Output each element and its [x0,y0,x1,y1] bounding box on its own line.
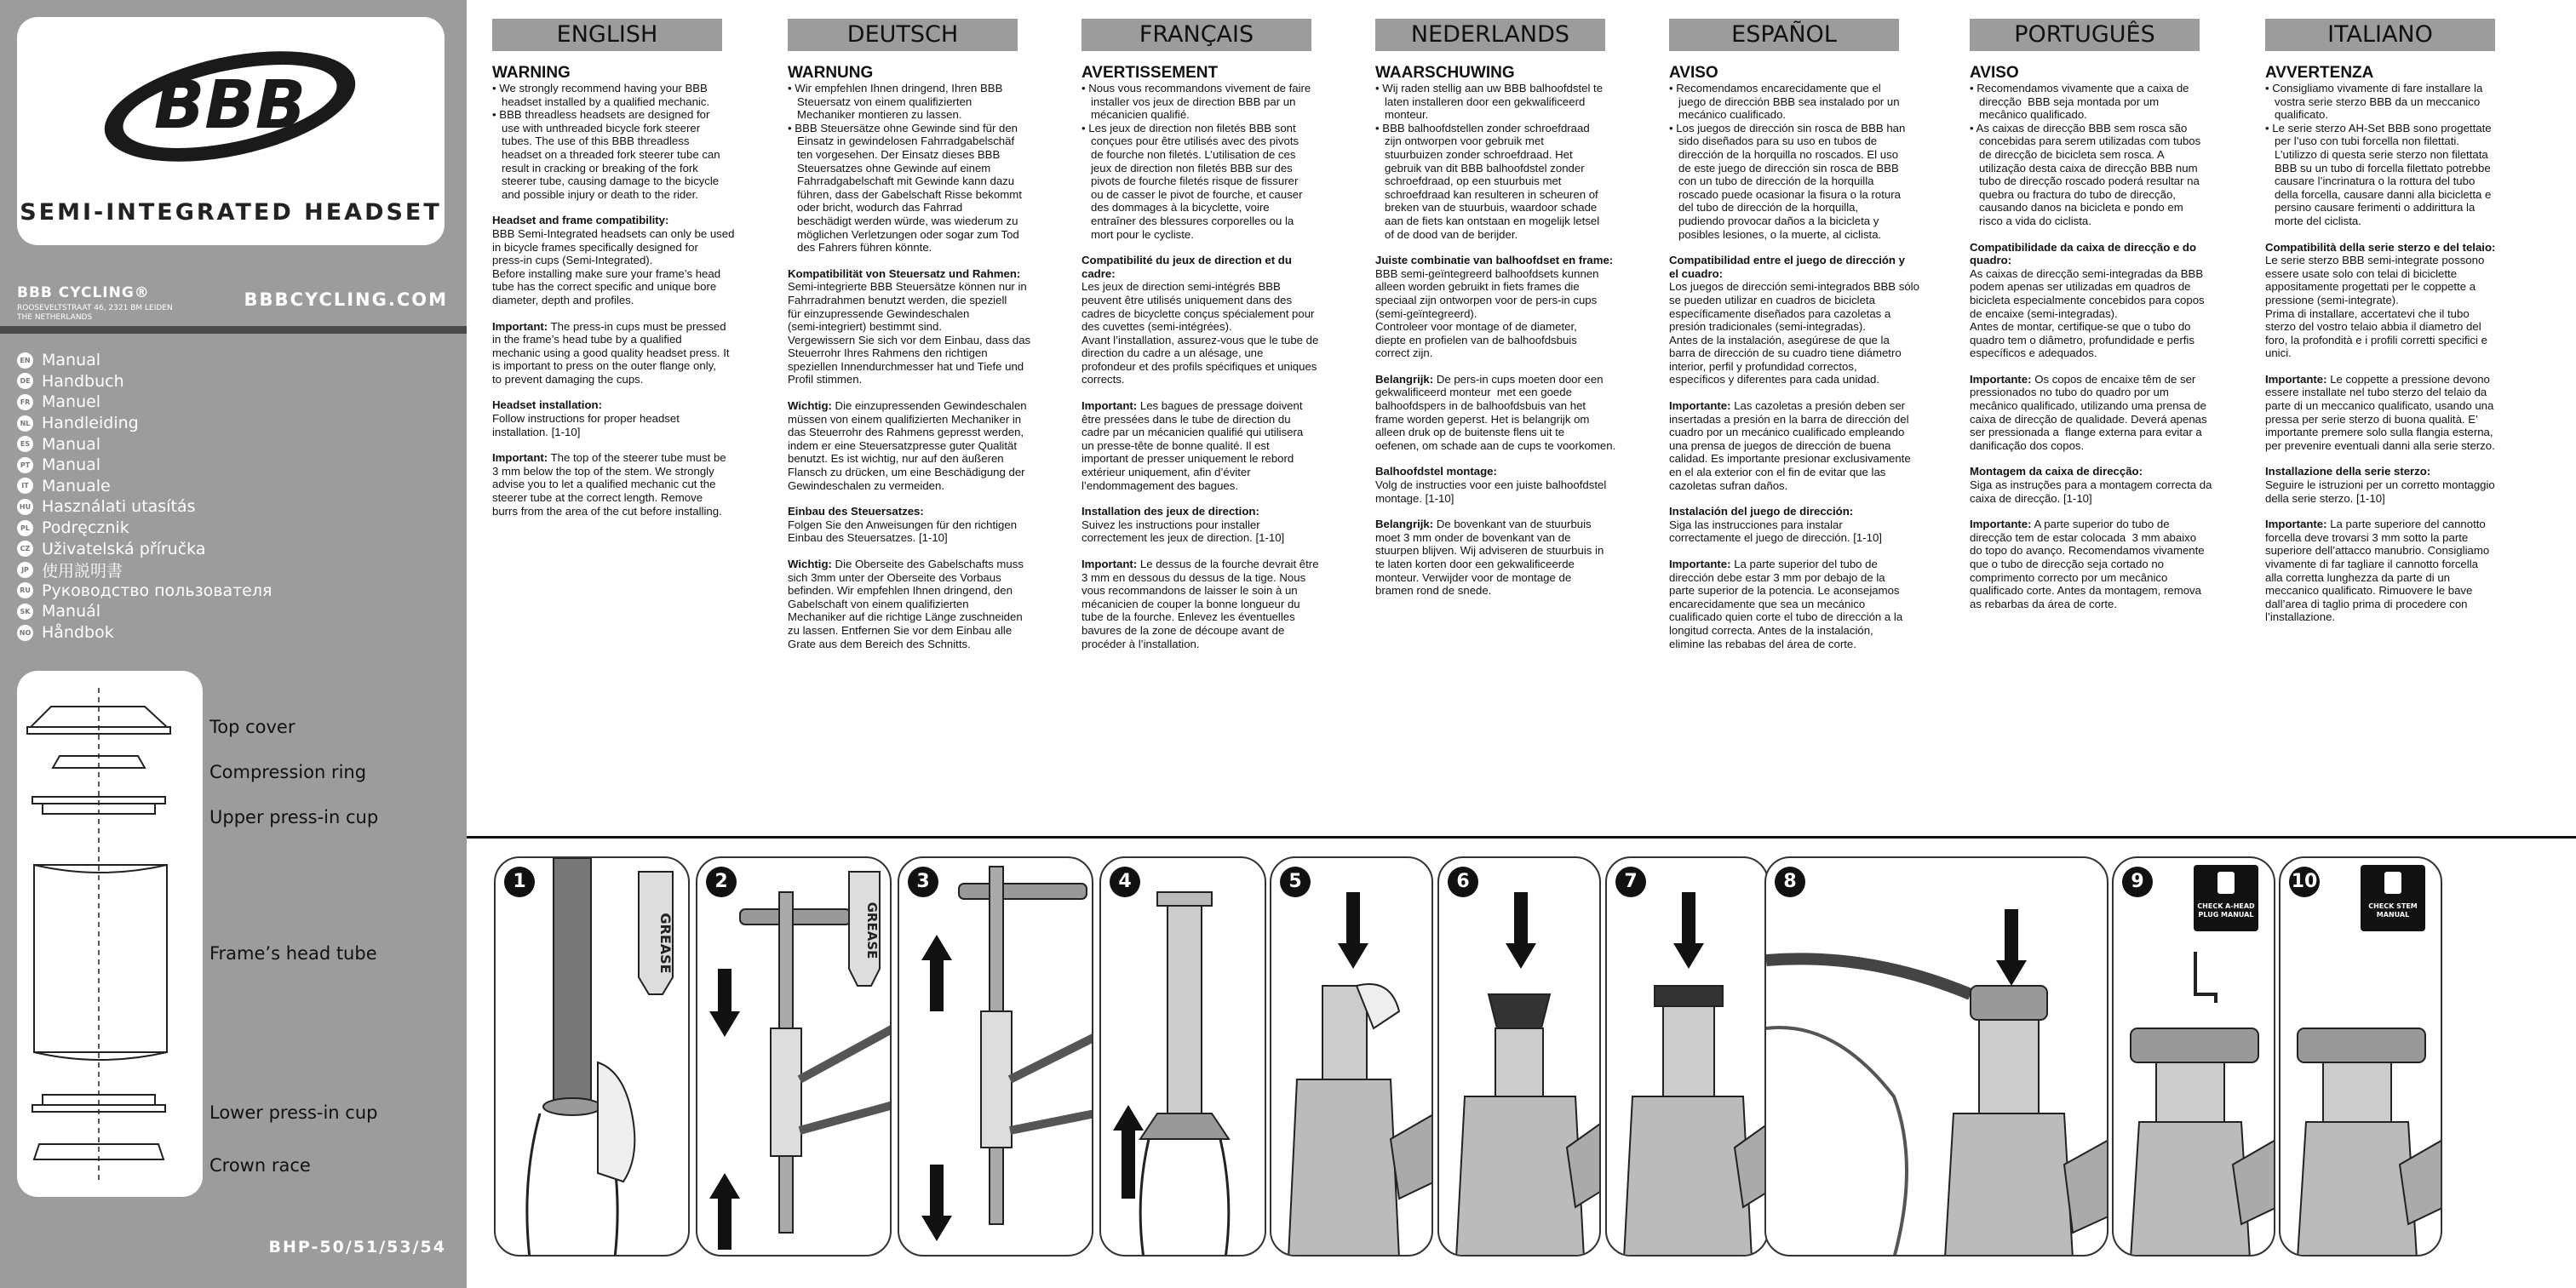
section-text: Follow instructions for proper headset installation. [1-10] [492,412,680,438]
language-item-nl [17,413,272,434]
headset-parts-diagram [17,671,203,1197]
language-code-badge: SK [17,604,33,620]
language-code-badge: EN [17,352,33,369]
section [1081,505,1363,545]
section-text: Die einzupressenden Gewindeschalen müssen von einem qualifizierten Mechaniker in das Steuerrohr des Rahmens gepresst werden, indem er eine Steuersatzpresse guter Qualität benutzt. Es ist wichtig, nur auf den äußeren Flansch zu drücken, um eine Beschädigung der Gewindeschalen zu vermeiden. [788,399,1027,492]
section-lead: Importante: [1669,558,1731,570]
language-item-cz [17,538,272,559]
section [2265,241,2546,360]
warning-text: • Wij raden stellig aan uw BBB balhoofdstel te laten installeren door een gekwalificeerd monteur. • BBB balhoofdstellen zonder schroefdraad zijn ontworpen voor gebruik met stuurbuizen zonder schroefdraad. Het gebruik van dit BBB balhoofdstel zonder schroefdraad, op een stuurbuis met schroefdraad kan resulteren in scheuren of breken van de stuurbuis, waardoor schade aan de fiets kan ontstaan en mogelijk letsel of de dood van de berijder. [1375,82,1604,241]
section [1970,241,2251,360]
language-label: Manuale [42,476,111,495]
section [1081,399,1363,492]
section [788,505,1069,545]
column-header: ENGLISH [492,19,722,51]
language-item-pt [17,455,272,476]
model-number: BHP-50/51/53/54 [268,1238,446,1257]
column-header: ITALIANO [2265,19,2495,51]
bbb-logo [94,43,366,170]
warning-title: WARNING [492,64,571,82]
brand-panel [17,17,445,245]
section-lead: Important: [1081,558,1138,570]
column-body [1375,65,1656,598]
section-text: The top of the steerer tube must be 3 mm below the top of the stem. We strongly advise you to let a qualified mechanic cut the steerer tube at the correct length. Remove burrs from the area of the cut before installing. [492,451,726,518]
product-title: SEMI-INTEGRATED HEADSET [20,199,442,226]
language-label: Handleiding [42,414,139,433]
company-address: ROOSEVELTSTRAAT 46, 2321 BM LEIDEN THE NETHERLANDS [17,304,173,322]
section-rule [467,836,2576,839]
section-text: As caixas de direcção semi-integradas da BBB podem apenas ser utilizadas em quadros de bicicleta especialmente concebidos para copos de encaixe (semi-integradas). Antes de montar, certifique-se que o tubo do quadro tem o diâmetro, profundidade e perfis específicos e adequados. [1970,266,2205,360]
section-text: Siga as instruções para a montagem correcta da caixa de direcção. [1-10] [1970,478,2212,505]
section-title: Balhoofdstel montage: [1375,465,1497,478]
language-item-sk [17,601,272,622]
section-title: Installazione della serie sterzo: [2265,465,2431,478]
language-label: Руководство пользователя [42,581,273,600]
warning-title: AVISO [1669,64,1718,82]
language-code-badge: ES [17,436,33,452]
language-item-jp [17,559,272,581]
manual-icon: CHECK STEM MANUAL [2361,865,2425,931]
section-title: Kompatibilität von Steuersatz und Rahmen: [788,266,1021,280]
language-label: Manual [42,455,101,475]
section-text: A parte superior do tubo de direcção tem de estar colocada 3 mm abaixo do topo do avanço. Recomendamos vivamente que o tubo de direcção seja cortado no comprimento correcto por um mecânico qualificado corte. Antes da montagem, remova as rebarbas da área de corte. [1970,518,2205,610]
step-number: 6 [1448,867,1478,897]
column-body [2265,65,2546,624]
sidebar [0,0,467,1288]
language-code-badge: IT [17,478,33,494]
section-title: Instalación del juego de dirección: [1669,505,1854,518]
section-text: La parte superior del tubo de dirección debe estar 3 mm por debajo de la parte superior de la potencia. Le aconsejamos encarecidamente que sea un mecánico cualificado quien corte el tubo de dirección a la longitud correcta. Antes de la instalación, elimine las rebabas del área de corte. [1669,558,1903,650]
language-column-english [492,19,773,530]
column-body [1081,65,1363,650]
step-number: 2 [706,867,737,897]
step-number: 8 [1775,867,1805,897]
section-text: Semi-integrierte BBB Steuersätze können nur in Fahrradrahmen benutzt werden, die speziell für einzupressende Gewindeschalen (semi-integriert) bestimmt sind. Vergewissern Sie sich vor dem Einbau, dass das Steuerrohr Ihres Rahmens den richtigen speziellen Innendurchmesser hat und Tiefe und Profil stimmen. [788,280,1031,386]
section [2265,465,2546,505]
step-number: 9 [2122,867,2153,897]
section-title: Compatibilità della serie sterzo e del telaio: [2265,240,2496,254]
warning-title: AVVERTENZA [2265,64,2374,82]
section-text: Las cazoletas a presión deben ser insertadas a presión en la barra de dirección del cuadro por un mecánico cualificado empleando una prensa de juegos de dirección de buena calidad. Es importante presionar exclusivamente en el ala exterior con el fin de evitar que las cazoletas sufran daños. [1669,399,1911,492]
step-4-illustration [1101,858,1266,1257]
section-lead: Wichtig: [788,399,832,413]
language-item-no [17,622,272,644]
step-1 [494,856,690,1257]
language-column-deutsch [788,19,1069,663]
grease-label: GREASE [864,902,880,959]
part-label-compression-ring: Compression ring [209,762,367,782]
language-label: Podręcznik [42,518,129,538]
language-label: Manuel [42,392,101,412]
section-text: Seguire le istruzioni per un corretto montaggio della serie sterzo. [1-10] [2265,478,2495,505]
section-lead: Importante: [1970,372,2032,386]
section [1081,254,1363,386]
language-code-badge: NL [17,415,33,432]
section-lead: Importante: [1669,399,1731,413]
warning-text: • Wir empfehlen Ihnen dringend, Ihren BBB Steuersatz von einem qualifizierten Mechaniker montieren zu lassen. • BBB Steuersätze ohne Gewinde sind für den Einsatz in gewindelosen Fahrradgabelschäf ten vorgesehen. Der Einsatz dieses BBB Steuersatzes ohne Gewinde auf einem Fahrradgabelschaft mit Gewinde kann dazu führen, dass der Gabelschaft Risse bekommt oder bricht, wodurch das Fahrrad beschädigt werden würde, was wiederum zu möglichen Verletzungen oder sogar zum Tod des Fahrers führen könnte. [788,82,1022,255]
language-label: 使用説明書 [42,561,123,581]
step-7-illustration [1607,858,1769,1257]
warning-text: • Recomendamos vivamente que a caixa de direcção BBB seja montada por um mecânico qualificado. • As caixas de direcção BBB sem rosca são concebidas para serem utilizadas com tubos de direcção de bicicleta sem rosca. A utilização desta caixa de direcção BBB num tubo de direcção roscado poderá resultar na quebra ou fractura do tubo de direcção, causando danos na bicicleta e pondo em risco a vida do ciclista. [1970,82,2201,227]
language-column-nederlands [1375,19,1656,610]
step-7 [1605,856,1769,1257]
warning-text: • We strongly recommend having your BBB headset installed by a qualified mechanic. • BBB threadless headsets are designed for use with unthreaded bicycle fork steerer tubes. The use of this BBB threadless headset on a threaded fork steerer tube can result in cracking or breaking of the fork steerer tube, causing damage to the bicycle and possible injury or death to the rider. [492,82,720,201]
section-lead: Importante: [1970,518,2032,531]
section-text: La parte superiore del cannotto forcella deve trovarsi 3 mm sotto la parte superiore dell’attacco manubrio. Consigliamo vivamente di far tagliare il cannotto forcella alla corretta lunghezza da parte di un meccanico qualificato. Rimuovere le bave dall’area di taglio prima di procedere con l’installazione. [2265,518,2490,624]
warning-title: WAARSCHUWING [1375,64,1515,82]
language-item-en [17,350,272,371]
section-title: Installation des jeux de direction: [1081,505,1259,518]
language-item-hu [17,496,272,518]
step-number: 3 [908,867,938,897]
section [1669,254,1950,386]
language-code-badge: PL [17,520,33,536]
language-code-badge: CZ [17,541,33,557]
section-title: Compatibilidad entre el juego de dirección y el cuadro: [1669,254,1905,280]
language-code-badge: RU [17,582,33,598]
column-header: FRANÇAIS [1081,19,1311,51]
section [492,398,773,438]
section-lead: Important: [492,319,548,333]
step-number: 7 [1615,867,1646,897]
section-text: The press-in cups must be pressed in the frame’s head tube by a qualified mechanic using a good quality headset press. It is important to press on the outer flange only, to prevent damaging the cups. [492,319,730,386]
section-lead: Importante: [2265,372,2327,386]
step-3 [898,856,1093,1257]
section-text: Le coppette a pressione devono essere installate nel tubo sterzo del telaio da parte di un meccanico qualificato, usando una pressa per serie sterzo di buona qualità. E’ importante premere solo sulla flangia esterna, per prevenire eventuali danni alla serie sterzo. [2265,372,2495,452]
language-item-de [17,371,272,392]
language-column-français [1081,19,1363,663]
language-item-ru [17,581,272,602]
section [492,320,773,386]
section-lead: Importante: [2265,518,2327,531]
language-label: Uživatelská příručka [42,539,206,558]
section [1970,518,2251,610]
sidebar-divider [0,326,467,334]
section-lead: Important: [1081,399,1138,413]
language-item-pl [17,518,272,539]
column-header: PORTUGUÊS [1970,19,2200,51]
section-title: Compatibilité du jeux de direction et du cadre: [1081,254,1292,280]
section [788,267,1069,386]
section-text: Le serie sterzo BBB semi-integrate possono essere usate solo con telai di biciclette appositamente progettati per le coppette a pressione (semi-integrate). Prima di installare, accertatevi che il tubo sterzo del vostro telaio abbia il diametro del foro, la profondità e i profili corretti specifici e unici. [2265,254,2487,360]
warning-title: AVERTISSEMENT [1081,64,1219,82]
language-code-badge: DE [17,373,33,389]
language-label: Handbuch [42,371,124,391]
language-label: Manuál [42,602,101,621]
section-text: Volg de instructies voor een juiste balhoofdstel montage. [1-10] [1375,478,1607,505]
section [1375,373,1656,453]
step-6-illustration [1439,858,1601,1257]
language-column-italiano [2265,19,2546,637]
section-title: Juiste combinatie van balhoofdset en frame: [1375,254,1614,267]
section [788,558,1069,650]
section-text: Os copos de encaixe têm de ser pressionados no tubo do quadro por um mecânico qualificado, utilizando uma prensa de caixa de direcção de qualidade. Deverá apenas ser pressionada a flange externa para evitar a danificação dos copos. [1970,372,2207,452]
section [1970,373,2251,453]
step-number: 4 [1110,867,1140,897]
step-10 [2279,856,2442,1257]
part-label-top-cover: Top cover [209,717,295,737]
section [1375,465,1656,505]
section [1081,558,1363,650]
step-number: 1 [504,867,535,897]
section-text: Folgen Sie den Anweisungen für den richtigen Einbau des Steuersatzes. [1-10] [788,518,1018,545]
warning-text: • Nous vous recommandons vivement de faire installer vos jeux de direction BBB par un mécanicien qualifié. • Les jeux de direction non filetés BBB sont conçues pour être utilisés avec des pivots de fourche non filetés. L’utilisation de ces jeux de direction non filetés BBB sur des pivots de fourche filetés risque de fissurer ou de casser le pivot de fourche, et causer des dommages à la bicyclette, voire entraîner des blessures corporelles ou la mort pour le cycliste. [1081,82,1311,241]
language-code-badge: JP [17,562,33,578]
section [1375,254,1656,360]
language-code-badge: NO [17,625,33,641]
warning-title: WARNUNG [788,64,874,82]
company-name: BBB CYCLING® [17,284,150,301]
part-label-lower-cup: Lower press-in cup [209,1102,378,1123]
section [1375,518,1656,598]
section-text: BBB semi-geïntegreerd balhoofdsets kunnen alleen worden gebruikt in fiets frames die speciaal zijn ontworpen voor de pers-in cups (semi-geïntegreerd). Controleer voor montage of de diameter, diepte en profielen van de balhoofdsbuis correct zijn. [1375,266,1599,360]
section [1970,465,2251,505]
language-list [17,350,272,643]
column-body [492,65,773,518]
warning-text: • Consigliamo vivamente di fare installare la vostra serie sterzo BBB da un meccanico qualificato. • Le serie sterzo AH-Set BBB sono progettate per l’uso con tubi forcella non filettati. L’utilizzo di questa serie sterzo non filettata BBB su un tubo di forcella filettato potrebbe causare l’incrinatura o la rottura del tubo della forcella, causare danni alla bicicletta e persino causare ferimenti o addirittura la morte del ciclista. [2265,82,2492,227]
section [2265,518,2546,624]
column-header: NEDERLANDS [1375,19,1605,51]
step-2 [696,856,892,1257]
section-lead: Belangrijk: [1375,372,1434,386]
column-body [1970,65,2251,610]
section-text: Die Oberseite des Gabelschafts muss sich 3mm unter der Oberseite des Vorbaus befinden. Wir empfehlen Ihnen dringend, den Gabelschaft von einem qualifizierten Mechaniker auf die richtige Länge zuschneiden zu lassen. Entfernen Sie vor dem Einbau alle Grate aus dem Bereich des Schnitts. [788,558,1024,650]
section [1669,558,1950,650]
section-text: Les jeux de direction semi-intégrés BBB peuvent être utilisés uniquement dans des cadres de bicyclette conçus spécialement pour des cuvettes (semi-intégrées). Avant l’installation, assurez-vous que le tube de direction du cadre a un alésage, une profondeur et des profils spécifiques et uniques corrects. [1081,280,1319,386]
language-column-español [1669,19,1950,663]
language-label: Manual [42,434,101,454]
part-label-head-tube: Frame’s head tube [209,943,377,964]
language-code-badge: HU [17,499,33,515]
language-code-badge: FR [17,394,33,410]
step-8 [1764,856,2108,1257]
language-label: Használati utasítás [42,497,196,517]
section-title: Einbau des Steuersatzes: [788,505,924,518]
section [788,399,1069,492]
step-4 [1099,856,1266,1257]
section-lead: Wichtig: [788,558,832,570]
column-header: DEUTSCH [788,19,1018,51]
step-3-illustration [899,858,1093,1257]
column-body [1669,65,1950,650]
step-5-illustration [1271,858,1433,1257]
section [492,451,773,518]
parts-panel [17,671,203,1197]
language-column-português [1970,19,2251,623]
language-code-badge: PT [17,457,33,473]
section-lead: Important: [492,451,548,465]
section-title: Headset and frame compatibility: [492,214,669,227]
language-item-it [17,476,272,497]
section [1669,399,1950,492]
language-item-es [17,433,272,455]
section [1669,505,1950,545]
section-text: BBB Semi-Integrated headsets can only be used in bicycle frames specifically designed for press-in cups (Semi-Integrated). Before installing make sure your frame’s head tube has the correct specific and unique bore diameter, depth and profiles. [492,226,735,306]
part-label-upper-cup: Upper press-in cup [209,807,379,827]
section-text: Les bagues de pressage doivent être pressées dans le tube de direction du cadre par un mécanicien qualifié qui utilisera un presse-tête de bonne qualité. Il est important de presser uniquement le rebord extérieur uniquement, afin d’éviter l’endommagement des bagues. [1081,399,1304,492]
step-number: 5 [1280,867,1311,897]
step-1-illustration [496,858,690,1257]
company-block [17,284,173,323]
website: BBBCYCLING.COM [244,289,448,310]
step-8-illustration [1766,858,2108,1257]
section-text: Suivez les instructions pour installer correctement les jeux de direction. [1-10] [1081,518,1285,545]
step-number: 10 [2289,867,2320,897]
language-label: Håndbok [42,623,114,643]
manual-icon: CHECK A-HEAD PLUG MANUAL [2194,865,2258,931]
part-label-crown-race: Crown race [209,1155,311,1176]
section-lead: Belangrijk: [1375,518,1434,531]
warning-text: • Recomendamos encarecidamente que el juego de dirección BBB sea instalado por un mecánico cualificado. • Los juegos de dirección sin rosca de BBB han sido diseñados para su uso en tubos de dirección de la horquilla no roscados. El uso de este juego de dirección sin rosca de BBB con un tubo de dirección de la horquilla roscado puede ocasionar la fisura o la rotura del tubo de dirección de la horquilla, pudiendo provocar daños a la bicicleta y posibles lesiones, o la muerte, al ciclista. [1669,82,1906,241]
section-text: De pers-in cups moeten door een gekwalificeerd monteur met een goede balhoofdspers in de balhoofdsbuis van het frame worden geperst. Het is belangrijk om alleen druk op de buitenste flens uit te oefenen, om schade aan de cups te voorkomen. [1375,372,1616,452]
language-item-fr [17,392,272,413]
logo-text: BBB [153,67,307,144]
column-body [788,65,1069,650]
section-text: Siga las instrucciones para instalar correctamente el juego de dirección. [1-10] [1669,518,1882,545]
step-9 [2112,856,2275,1257]
step-5 [1270,856,1433,1257]
warning-title: AVISO [1970,64,2019,82]
section-text: Le dessus de la fourche devrait être 3 mm en dessous du dessus de la tige. Nous vous recommandons de laisser le soin à un mécanicien de couper la bonne longueur du tube de la fourche. Enlevez les éventuelles bavures de la zone de découpe avant de procéder à l’installation. [1081,558,1319,650]
section-title: Compatibilidade da caixa de direcção e do quadro: [1970,240,2197,267]
section [492,214,773,306]
section [2265,373,2546,453]
step-6 [1437,856,1601,1257]
section-text: De bovenkant van de stuurbuis moet 3 mm onder de bovenkant van de stuurpen blijven. Wij adviseren de stuurbuis in te laten korten door een gekwalificeerde monteur. Verwijder voor de montage de bramen rond de snede. [1375,518,1604,598]
section-title: Montagem da caixa de direcção: [1970,465,2143,478]
step-2-illustration [697,858,892,1257]
section-text: Los juegos de dirección semi-integrados BBB sólo se pueden utilizar en cuadros de bicicleta específicamente diseñados para cazoletas a presión tradicionales (semi-integradas). Antes de la instalación, asegúrese de que la barra de dirección de su cuadro tiene diámetro interior, perfil y profundidad correctos, específicos y diferentes para cada unidad. [1669,280,1919,386]
grease-label: GREASE [657,913,674,974]
column-header: ESPAÑOL [1669,19,1899,51]
section-title: Headset installation: [492,398,602,412]
language-label: Manual [42,351,101,370]
